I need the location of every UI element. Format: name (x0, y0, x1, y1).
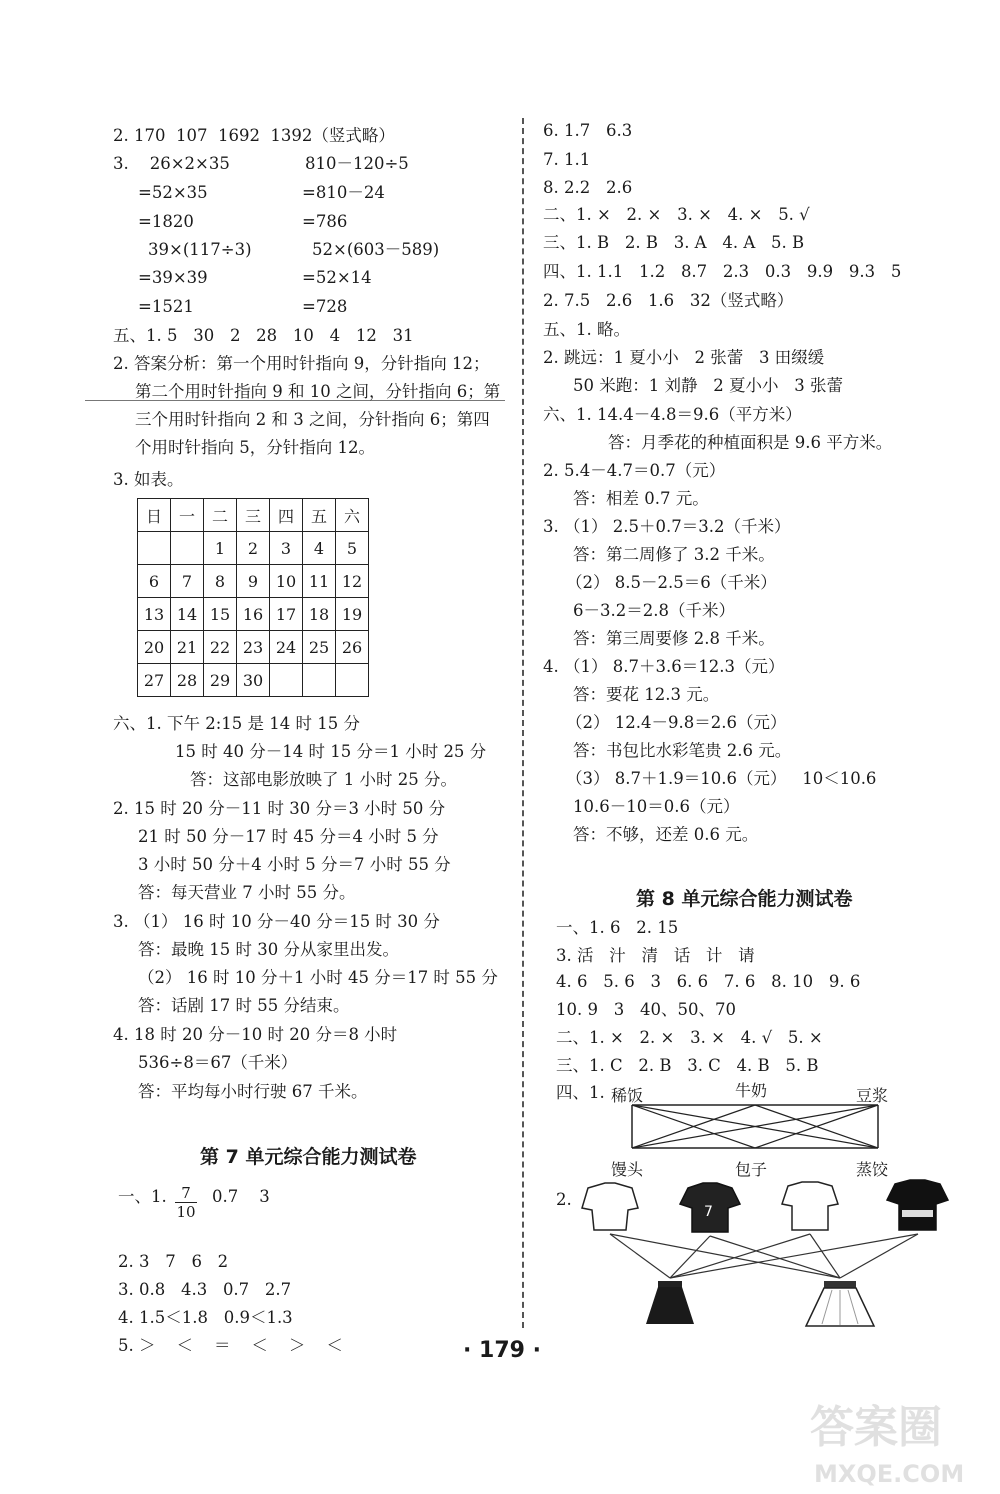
answer-line: 答：这部电影放映了 1 小时 25 分。 (190, 770, 457, 789)
answer-line: 答：第三周要修 2.8 千米。 (573, 629, 775, 648)
day-cell: 18 (303, 598, 336, 631)
weekday-cell: 六 (336, 499, 369, 532)
answer-line: 2. 跳远：1 夏小小 2 张蕾 3 田缀缓 (543, 348, 825, 367)
answer-line: 6. 1.7 6.3 (543, 121, 633, 140)
day-cell: 19 (336, 598, 369, 631)
answer-line: 六、1. 下午 2:15 是 14 时 15 分 (113, 714, 361, 733)
food-label: 蒸饺 (856, 1160, 889, 1179)
calendar-table (137, 498, 369, 697)
day-cell: 27 (138, 664, 171, 697)
answer-line: 三、1. C 2. B 3. C 4. B 5. B (556, 1056, 819, 1075)
day-cell: 11 (303, 565, 336, 598)
answer-line: 4. 18 时 20 分－10 时 20 分＝8 小时 (113, 1025, 398, 1044)
answer-line: 答：相差 0.7 元。 (573, 489, 709, 508)
day-cell: 2 (237, 532, 270, 565)
watermark-logo (800, 1390, 990, 1490)
answer-line: 一、1. 6 2. 15 (556, 918, 679, 937)
weekday-cell: 日 (138, 499, 171, 532)
answer-line: 答：第二周修了 3.2 千米。 (573, 545, 775, 564)
answer-line: 二、1. × 2. × 3. × 4. √ 5. × (556, 1028, 823, 1047)
answer-line: （3） 8.7＋1.9＝10.6（元） 10＜10.6 (566, 769, 877, 788)
dark-skirt-icon (646, 1281, 694, 1324)
day-cell: 22 (204, 631, 237, 664)
answer-line: =1820 (138, 212, 194, 231)
answer-line: 7. 1.1 (543, 150, 591, 169)
day-cell: 29 (204, 664, 237, 697)
shirt-icon (582, 1183, 638, 1230)
answer-line: 4. （1） 8.7＋3.6＝12.3（元） (543, 657, 785, 676)
weekday-cell: 二 (204, 499, 237, 532)
calendar-row (138, 532, 369, 565)
answer-line: 答：话剧 17 时 55 分结束。 (138, 996, 350, 1015)
day-cell: 20 (138, 631, 171, 664)
answer-line: 3. （1） 16 时 10 分－40 分＝15 时 30 分 (113, 912, 440, 931)
weekday-cell: 一 (171, 499, 204, 532)
svg-text:MXQE.COM: MXQE.COM (814, 1460, 965, 1488)
black-tshirt-icon (887, 1180, 948, 1230)
section-title: 第 8 单元综合能力测试卷 (636, 888, 853, 910)
answer-line: 2. 7.5 2.6 1.6 32（竖式略） (543, 291, 794, 310)
answer-line: 4. 1.5＜1.8 0.9＜1.3 (118, 1308, 293, 1327)
answer-line: 3 小时 50 分＋4 小时 5 分＝7 小时 55 分 (138, 855, 451, 874)
page-number: · 179 · (463, 1338, 541, 1363)
day-cell: 24 (270, 631, 303, 664)
answer-line: 2. 170 107 1692 1392（竖式略） (113, 126, 395, 145)
answer-line: 答：书包比水彩笔贵 2.6 元。 (573, 741, 792, 760)
column-divider (522, 118, 524, 1328)
answer-line: 2. 5.4－4.7＝0.7（元） (543, 461, 726, 480)
answer-line: 四、1. (556, 1083, 605, 1102)
day-cell: 6 (138, 565, 171, 598)
answer-line: 10. 9 3 40、50、70 (556, 1000, 736, 1019)
calendar-row (138, 565, 369, 598)
answer-line: 50 米跑：1 刘静 2 夏小小 3 张蕾 (573, 376, 843, 395)
weekday-cell: 三 (237, 499, 270, 532)
day-cell: 25 (303, 631, 336, 664)
day-cell (336, 664, 369, 697)
answer-line: 一、1. (118, 1187, 167, 1206)
fraction (175, 1184, 197, 1221)
day-cell (171, 532, 204, 565)
white-skirt-icon (806, 1281, 874, 1326)
answer-line: 个用时针指向 5，分针指向 12。 (135, 438, 375, 457)
calendar-row (138, 631, 369, 664)
answer-line: 4. 6 5. 6 3 6. 6 7. 6 8. 10 9. 6 (556, 972, 861, 991)
food-label: 豆浆 (856, 1086, 889, 1105)
answer-line: 四、1. 1.1 1.2 8.7 2.3 0.3 9.9 9.3 5 (543, 262, 902, 281)
blouse-icon (782, 1182, 838, 1230)
day-cell: 28 (171, 664, 204, 697)
answer-line: 第二个用时针指向 9 和 10 之间，分针指向 6；第 (135, 382, 501, 401)
answer-line: （2） 12.4－9.8＝2.6（元） (566, 713, 787, 732)
answer-line: 39×(117÷3) (148, 240, 252, 259)
answer-line: 3. 活 汁 清 话 计 请 (556, 946, 755, 965)
day-cell: 9 (237, 565, 270, 598)
fraction-numerator: 7 (175, 1184, 197, 1203)
answer-line: 答：平均每小时行驶 67 千米。 (138, 1082, 368, 1101)
answer-line: 五、1. 略。 (543, 320, 630, 339)
day-cell: 12 (336, 565, 369, 598)
day-cell: 10 (270, 565, 303, 598)
day-cell: 14 (171, 598, 204, 631)
day-cell: 4 (303, 532, 336, 565)
answer-line: 5. ＞ ＜ ＝ ＜ ＞ ＜ (118, 1336, 343, 1355)
day-cell: 1 (204, 532, 237, 565)
day-cell: 13 (138, 598, 171, 631)
answer-line: 8. 2.2 2.6 (543, 178, 633, 197)
day-cell (303, 664, 336, 697)
answer-line: （2） 8.5－2.5＝6（千米） (566, 573, 777, 592)
svg-text:答案圈: 答案圈 (810, 1402, 942, 1453)
food-label: 牛奶 (735, 1081, 768, 1100)
clothing-matching-figure (570, 1178, 960, 1328)
answer-line: 二、1. × 2. × 3. × 4. × 5. √ (543, 205, 810, 224)
day-cell: 21 (171, 631, 204, 664)
answer-line: =1521 (138, 297, 194, 316)
answer-line: 2. 答案分析：第一个用时针指向 9，分针指向 12； (113, 354, 490, 373)
answer-line: 2. 3 7 6 2 (118, 1252, 229, 1271)
weekday-cell: 五 (303, 499, 336, 532)
section-title: 第 7 单元综合能力测试卷 (200, 1146, 417, 1168)
answer-line: =39×39 (138, 268, 208, 287)
answer-line: 答：月季花的种植面积是 9.6 平方米。 (608, 433, 893, 452)
day-cell: 30 (237, 664, 270, 697)
food-label: 包子 (735, 1160, 768, 1179)
answer-line: 答：最晚 15 时 30 分从家里出发。 (138, 940, 399, 959)
answer-line: =728 (302, 297, 348, 316)
day-cell (270, 664, 303, 697)
fraction-denominator: 10 (176, 1203, 196, 1221)
svg-text:7: 7 (704, 1204, 713, 1220)
answer-line: 答：要花 12.3 元。 (573, 685, 720, 704)
day-cell: 8 (204, 565, 237, 598)
answer-line: 六、1. 14.4－4.8＝9.6（平方米） (543, 405, 802, 424)
day-cell: 15 (204, 598, 237, 631)
calendar-row (138, 664, 369, 697)
weekday-cell: 四 (270, 499, 303, 532)
answer-line: 810－120÷5 (305, 154, 409, 173)
answer-line: 6－3.2＝2.8（千米） (573, 601, 735, 620)
answer-line: 536÷8＝67（千米） (138, 1053, 298, 1072)
answer-line: 五、1. 5 30 2 28 10 4 12 31 (113, 326, 414, 345)
answer-line: （2） 16 时 10 分＋1 小时 45 分＝17 时 55 分 (138, 968, 498, 987)
day-cell: 7 (171, 565, 204, 598)
answer-line: 21 时 50 分－17 时 45 分＝4 小时 5 分 (138, 827, 439, 846)
day-cell: 23 (237, 631, 270, 664)
answer-line: 2. (556, 1190, 572, 1209)
answer-line: 52×(603－589) (312, 240, 440, 259)
calendar-row (138, 598, 369, 631)
answer-line: 0.7 3 (212, 1187, 270, 1206)
day-cell (138, 532, 171, 565)
day-cell: 3 (270, 532, 303, 565)
answer-line: =52×35 (138, 183, 208, 202)
answer-line: =810－24 (302, 183, 385, 202)
answer-line: 3. 0.8 4.3 0.7 2.7 (118, 1280, 292, 1299)
answer-line: 10.6－10＝0.6（元） (573, 797, 740, 816)
day-cell: 26 (336, 631, 369, 664)
answer-line: 2. 15 时 20 分－11 时 30 分＝3 小时 50 分 (113, 799, 446, 818)
food-matching-lines (620, 1100, 890, 1155)
day-cell: 5 (336, 532, 369, 565)
answer-line: 3. （1） 2.5＋0.7＝3.2（千米） (543, 517, 791, 536)
answer-line: 3. 26×2×35 (113, 154, 230, 173)
answer-line: 三个用时针指向 2 和 3 之间，分针指向 6；第四 (135, 410, 490, 429)
answer-line: 15 时 40 分－14 时 15 分＝1 小时 25 分 (175, 742, 487, 761)
food-label: 馒头 (611, 1160, 644, 1179)
answer-line: 答：每天营业 7 小时 55 分。 (138, 883, 356, 902)
answer-line: =786 (302, 212, 348, 231)
day-cell: 16 (237, 598, 270, 631)
answer-line: 答：不够，还差 0.6 元。 (573, 825, 759, 844)
answer-line: =52×14 (302, 268, 372, 287)
answer-line: 三、1. B 2. B 3. A 4. A 5. B (543, 233, 805, 252)
food-label: 稀饭 (611, 1086, 644, 1105)
answer-line: 3. 如表。 (113, 470, 184, 489)
day-cell: 17 (270, 598, 303, 631)
tshirt-icon (680, 1183, 740, 1232)
calendar-header-row (138, 499, 369, 532)
